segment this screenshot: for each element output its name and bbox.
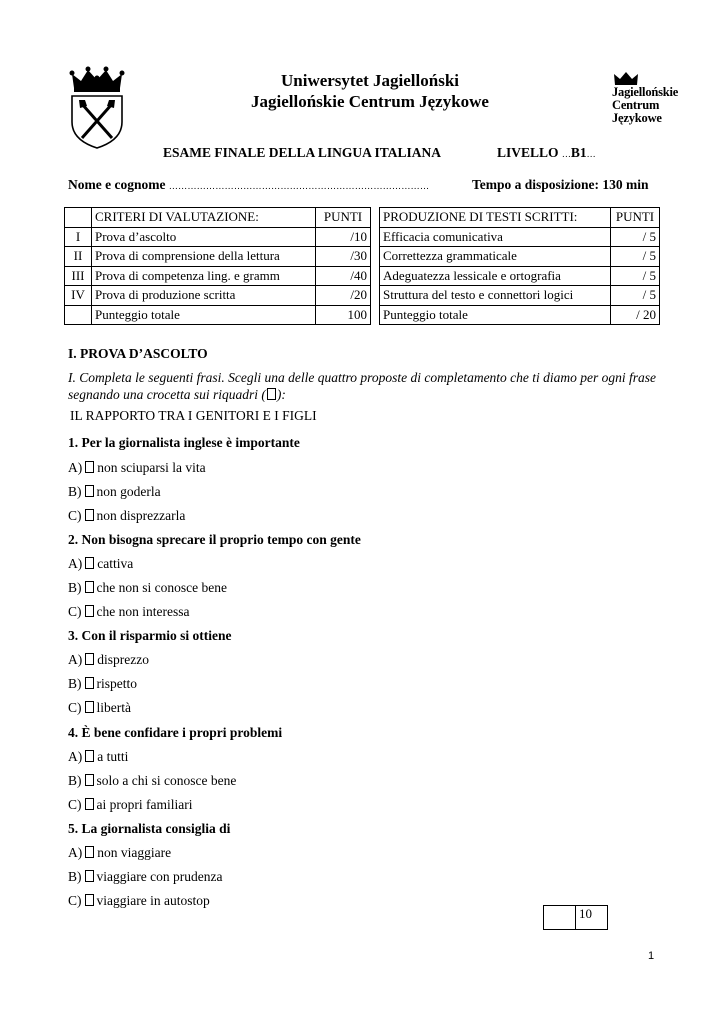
center-name: Jagiellońskie Centrum Językowe xyxy=(251,92,489,111)
checkbox[interactable] xyxy=(85,677,94,689)
crown-icon xyxy=(614,72,638,86)
table-row: Correttezza grammaticale / 5 xyxy=(380,247,660,267)
checkbox[interactable] xyxy=(85,870,94,882)
checkbox[interactable] xyxy=(85,774,94,786)
language-center-logo-text: Jagiellońskie Centrum Językowe xyxy=(612,85,679,125)
option-1c[interactable]: C) non disprezzarla xyxy=(68,508,186,523)
checkbox[interactable] xyxy=(85,798,94,810)
checkbox[interactable] xyxy=(85,894,94,906)
institution-heading xyxy=(150,70,590,112)
table-row: IV Prova di produzione scritta /20 xyxy=(65,286,371,306)
table-row: Struttura del testo e connettori logici / 5 xyxy=(380,286,660,306)
checkbox[interactable] xyxy=(85,846,94,858)
option-3a[interactable]: A) disprezzo xyxy=(68,652,149,667)
page-number: 1 xyxy=(648,950,655,962)
table-row: Adeguatezza lessicale e ortografia / 5 xyxy=(380,266,660,286)
max-score: 10 xyxy=(576,906,608,930)
score-box xyxy=(543,905,608,930)
checkbox[interactable] xyxy=(85,581,94,593)
checkbox[interactable] xyxy=(85,750,94,762)
checkbox-icon xyxy=(267,388,276,400)
section-title: I. PROVA D’ASCOLTO xyxy=(68,346,208,361)
question-1: 1. Per la giornalista inglese è importante xyxy=(68,435,300,450)
university-crest-logo xyxy=(68,66,126,150)
checkbox[interactable] xyxy=(85,605,94,617)
option-5b[interactable]: B) viaggiare con prudenza xyxy=(68,869,223,884)
checkbox[interactable] xyxy=(85,701,94,713)
criteria-table xyxy=(64,207,371,325)
table-header-row: CRITERI DI VALUTAZIONE: PUNTI xyxy=(65,208,371,228)
exam-title: ESAME FINALE DELLA LINGUA ITALIANA xyxy=(163,145,442,160)
table-header-row: PRODUZIONE DI TESTI SCRITTI: PUNTI xyxy=(380,208,660,228)
table-row: III Prova di competenza ling. e gramm /40 xyxy=(65,266,371,286)
checkbox[interactable] xyxy=(85,557,94,569)
option-4a[interactable]: A) a tutti xyxy=(68,749,129,764)
option-1a[interactable]: A) non sciuparsi la vita xyxy=(68,460,206,475)
question-3: 3. Con il risparmio si ottiene xyxy=(68,628,232,643)
name-line: Nome e cognome ………………………………………………………………………… xyxy=(68,177,430,192)
option-2a[interactable]: A) cattiva xyxy=(68,556,134,571)
option-1b[interactable]: B) non goderla xyxy=(68,484,161,499)
table-row: I Prova d’ascolto /10 xyxy=(65,227,371,247)
table-row: Punteggio totale 100 xyxy=(65,305,371,325)
table-row: Punteggio totale / 20 xyxy=(380,305,660,325)
question-4: 4. È bene confidare i propri problemi xyxy=(68,725,283,740)
score-input-cell[interactable] xyxy=(544,906,576,930)
option-4c[interactable]: C) ai propri familiari xyxy=(68,797,193,812)
checkbox[interactable] xyxy=(85,509,94,521)
option-5c[interactable]: C) viaggiare in autostop xyxy=(68,893,210,908)
option-3c[interactable]: C) libertà xyxy=(68,700,131,715)
time-limit: Tempo a disposizione: 130 min xyxy=(472,177,649,192)
option-4b[interactable]: B) solo a chi si conosce bene xyxy=(68,773,237,788)
checkbox[interactable] xyxy=(85,485,94,497)
question-5: 5. La giornalista consiglia di xyxy=(68,821,231,836)
language-center-logo xyxy=(612,72,692,136)
question-2: 2. Non bisogna sprecare il proprio tempo con gente xyxy=(68,532,361,547)
writing-criteria-table xyxy=(379,207,660,325)
name-blank[interactable]: ………………………………………………………………………… xyxy=(168,181,430,191)
university-name: Uniwersytet Jagielloński xyxy=(280,71,460,90)
checkbox[interactable] xyxy=(85,461,94,473)
option-2b[interactable]: B) che non si conosce bene xyxy=(68,580,227,595)
listening-topic: IL RAPPORTO TRA I GENITORI E I FIGLI xyxy=(70,408,317,423)
table-row: II Prova di comprensione della lettura /30 xyxy=(65,247,371,267)
checkbox[interactable] xyxy=(85,653,94,665)
exam-level: LIVELLO …B1… xyxy=(497,145,596,160)
section-instruction: I. Completa le seguenti frasi. Scegli una delle quattro proposte di completamento che ti diamo per ogni frase segnando una crocetta sui riquadri ( ): xyxy=(68,370,657,402)
option-5a[interactable]: A) non viaggiare xyxy=(68,845,172,860)
option-3b[interactable]: B) rispetto xyxy=(68,676,137,691)
table-row: Efficacia comunicativa / 5 xyxy=(380,227,660,247)
option-2c[interactable]: C) che non interessa xyxy=(68,604,190,619)
